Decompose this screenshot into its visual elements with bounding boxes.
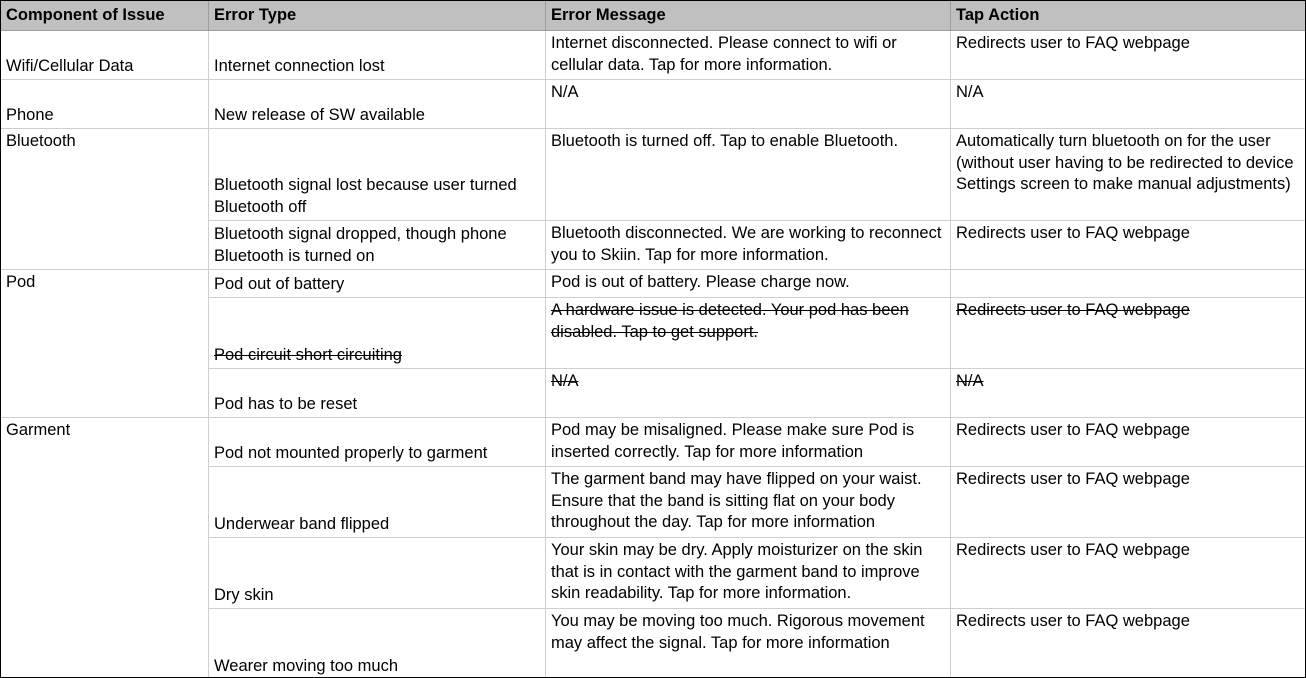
table-row (1, 129, 1306, 221)
cell-error-type[interactable]: Underwear band flipped (209, 467, 546, 538)
header-row (1, 1, 1306, 31)
cell-tap-action[interactable]: Redirects user to FAQ webpage (951, 538, 1306, 609)
cell-error-message[interactable]: N/A (546, 369, 951, 418)
cell-error-type[interactable]: Internet connection lost (209, 31, 546, 80)
cell-error-type[interactable]: Dry skin (209, 538, 546, 609)
cell-error-type[interactable]: Pod circuit short circuiting (209, 298, 546, 369)
cell-component[interactable]: Wifi/Cellular Data (1, 31, 209, 80)
cell-error-type[interactable]: Pod has to be reset (209, 369, 546, 418)
cell-error-message[interactable]: The garment band may have flipped on your waist. Ensure that the band is sitting flat on your body throughout the day. Tap for more information (546, 467, 951, 538)
cell-component[interactable]: Phone (1, 80, 209, 129)
cell-error-message[interactable]: Bluetooth is turned off. Tap to enable Bluetooth. (546, 129, 951, 221)
cell-error-message[interactable]: Bluetooth disconnected. We are working to reconnect you to Skiin. Tap for more information. (546, 221, 951, 270)
cell-error-message[interactable]: N/A (546, 80, 951, 129)
cell-error-type[interactable]: Pod out of battery (209, 270, 546, 298)
cell-error-message[interactable]: A hardware issue is detected. Your pod has been disabled. Tap to get support. (546, 298, 951, 369)
cell-component[interactable]: Pod (1, 270, 209, 418)
cell-component[interactable]: Bluetooth (1, 129, 209, 270)
cell-error-type[interactable]: Bluetooth signal lost because user turned Bluetooth off (209, 129, 546, 221)
cell-tap-action[interactable]: Redirects user to FAQ webpage (951, 418, 1306, 467)
cell-tap-action[interactable]: N/A (951, 80, 1306, 129)
cell-tap-action[interactable]: Redirects user to FAQ webpage (951, 221, 1306, 270)
cell-tap-action[interactable] (951, 270, 1306, 298)
cell-tap-action[interactable]: Redirects user to FAQ webpage (951, 467, 1306, 538)
cell-error-message[interactable]: Pod is out of battery. Please charge now. (546, 270, 951, 298)
table-row (1, 270, 1306, 298)
cell-component[interactable]: Garment (1, 418, 209, 678)
cell-error-type[interactable]: Pod not mounted properly to garment (209, 418, 546, 467)
cell-error-message[interactable]: You may be moving too much. Rigorous movement may affect the signal. Tap for more information (546, 609, 951, 678)
cell-error-type[interactable]: Bluetooth signal dropped, though phone Bluetooth is turned on (209, 221, 546, 270)
table-row (1, 31, 1306, 80)
cell-error-message[interactable]: Internet disconnected. Please connect to wifi or cellular data. Tap for more information. (546, 31, 951, 80)
header-error-message[interactable]: Error Message (546, 1, 951, 31)
cell-error-message[interactable]: Pod may be misaligned. Please make sure Pod is inserted correctly. Tap for more information (546, 418, 951, 467)
cell-tap-action[interactable]: Redirects user to FAQ webpage (951, 609, 1306, 678)
table-row (1, 418, 1306, 467)
cell-tap-action[interactable]: Redirects user to FAQ webpage (951, 298, 1306, 369)
header-error-type[interactable]: Error Type (209, 1, 546, 31)
table-row (1, 80, 1306, 129)
cell-error-type[interactable]: New release of SW available (209, 80, 546, 129)
header-tap-action[interactable]: Tap Action (951, 1, 1306, 31)
cell-error-message[interactable]: Your skin may be dry. Apply moisturizer on the skin that is in contact with the garment band to improve skin readability. Tap for more information. (546, 538, 951, 609)
cell-tap-action[interactable]: Redirects user to FAQ webpage (951, 31, 1306, 80)
header-component[interactable]: Component of Issue (1, 1, 209, 31)
cell-tap-action[interactable]: N/A (951, 369, 1306, 418)
cell-tap-action[interactable]: Automatically turn bluetooth on for the user (without user having to be redirected to device Settings screen to make manual adjustments) (951, 129, 1306, 221)
cell-error-type[interactable]: Wearer moving too much (209, 609, 546, 678)
